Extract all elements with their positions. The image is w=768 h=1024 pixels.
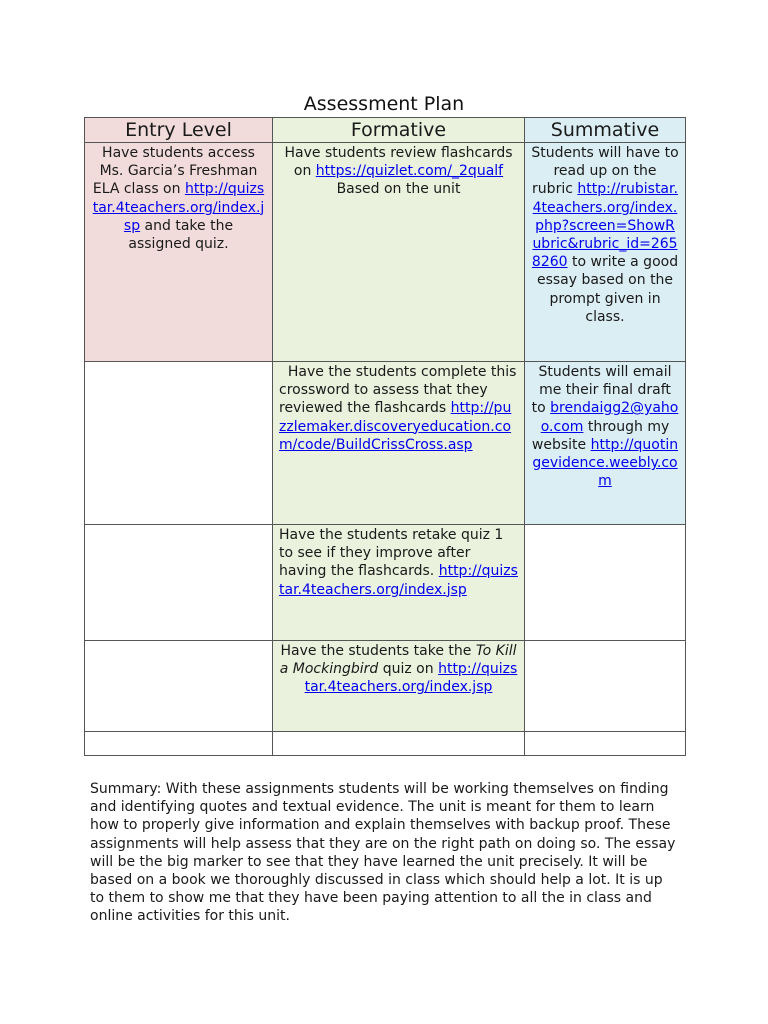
summative-cell-empty xyxy=(525,525,686,641)
formative-cell-text xyxy=(273,362,524,454)
rubistar-link[interactable]: http://rubistar.4teachers.org/index.php?screen=ShowRubric&rubric_id=2658260 xyxy=(531,181,678,271)
quizstar-link[interactable]: http://quizstar.4teachers.org/index.jsp xyxy=(279,563,518,598)
entry-cell-empty xyxy=(85,362,273,525)
summative-text-end: to write a good essay based on the prompt given in class. xyxy=(536,254,679,325)
table-row xyxy=(85,641,686,732)
table-row-empty xyxy=(85,732,686,756)
puzzlemaker-link[interactable]: http://puzzlemaker.discoveryeducation.com/code/BuildCrissCross.asp xyxy=(279,400,512,453)
summative-cell-text xyxy=(525,362,685,490)
header-summative: Summative xyxy=(525,118,686,143)
summative-cell xyxy=(525,362,686,525)
summative-text: Students will email me their final draft to xyxy=(531,364,672,417)
formative-text: Have the students retake quiz 1 to see if they improve after having the flashcards. xyxy=(279,527,504,580)
header-formative: Formative xyxy=(273,118,525,143)
formative-text: Have the students take the xyxy=(280,643,476,659)
table-row xyxy=(85,525,686,641)
formative-text-end: Based on the unit xyxy=(336,181,461,198)
empty-cell xyxy=(273,732,525,756)
quizstar-link[interactable]: http://quizstar.4teachers.org/index.jsp xyxy=(304,661,518,696)
summative-text: Students will have to read up on the rubric xyxy=(531,145,679,198)
entry-cell-empty xyxy=(85,525,273,641)
book-title: To Kill a Mockingbird xyxy=(279,643,517,678)
website-link[interactable]: http://quotingevidence.weebly.com xyxy=(532,436,679,490)
header-row xyxy=(85,118,686,143)
formative-cell xyxy=(273,525,525,641)
formative-text: Have students review flashcards on xyxy=(284,145,513,180)
quizlet-link[interactable]: https://quizlet.com/_2qualf xyxy=(315,163,504,180)
formative-cell-text xyxy=(273,641,524,697)
entry-text: Have students access Ms. Garcia’s Freshman ELA class on xyxy=(92,145,258,198)
formative-cell xyxy=(273,641,525,732)
entry-text-end: and take the assigned quiz. xyxy=(128,217,234,253)
table-row xyxy=(85,362,686,525)
summative-cell-empty xyxy=(525,641,686,732)
formative-cell xyxy=(273,143,525,362)
entry-cell xyxy=(85,143,273,362)
summative-cell-text xyxy=(525,143,685,326)
quizstar-link[interactable]: http://quizstar.4teachers.org/index.jsp xyxy=(92,181,265,234)
formative-text: Have the students complete this crossword to assess that they reviewed the flashcards xyxy=(279,364,517,417)
summative-cell xyxy=(525,143,686,362)
summative-text-mid: through my website xyxy=(531,418,670,453)
entry-cell-text xyxy=(85,143,272,253)
formative-cell-text xyxy=(273,525,524,599)
formative-text-mid: quiz on xyxy=(378,661,439,678)
email-link[interactable]: brendaigg2@yahoo.com xyxy=(540,400,679,435)
document-title: Assessment Plan xyxy=(303,93,465,115)
assessment-table xyxy=(84,117,686,756)
summary-paragraph: Summary: With these assignments students will be working themselves on finding and identifying quotes and textual evidence. The unit is meant for them to learn how to properly give information and explain themselves with backup proof. These assignments will help assess that they are on the right path on doing so. The essay will be the big marker to see that they have learned the unit precisely. It will be based on a book we thoroughly discussed in class which should help a lot. It is up to them to show me that they have been paying attention to all the in class and online activities for this unit. xyxy=(90,781,676,925)
header-entry-level: Entry Level xyxy=(85,118,273,143)
table-row xyxy=(85,143,686,362)
formative-cell-text xyxy=(273,143,524,199)
formative-cell xyxy=(273,362,525,525)
entry-cell-empty xyxy=(85,641,273,732)
empty-cell xyxy=(85,732,273,756)
empty-cell xyxy=(525,732,686,756)
